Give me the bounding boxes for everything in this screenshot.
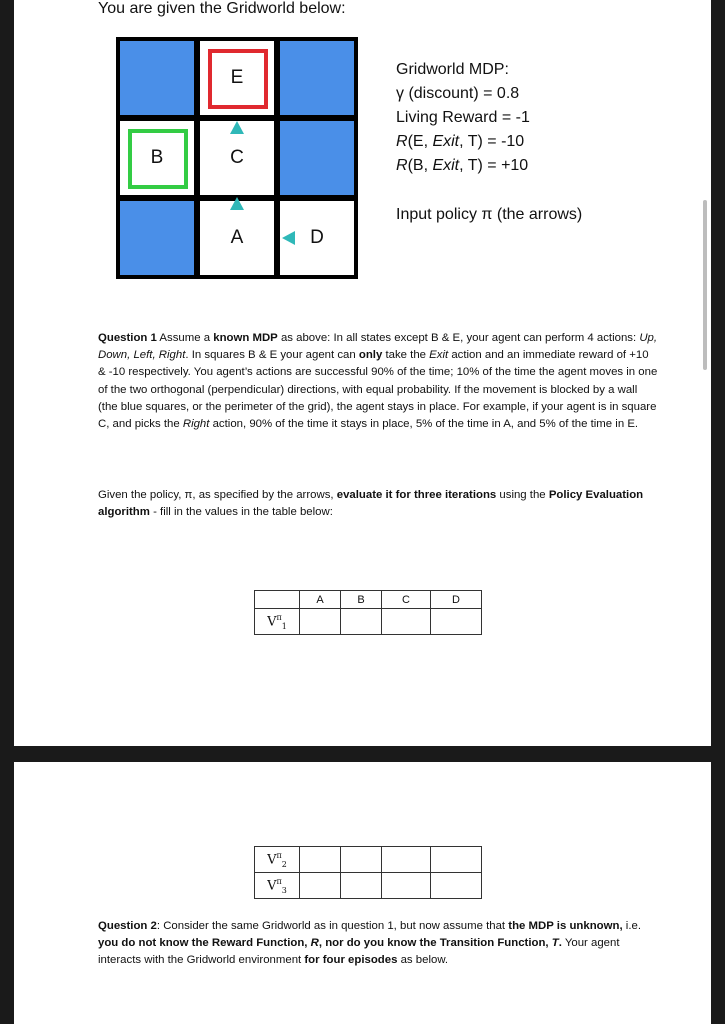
question-2: Question 2: Consider the same Gridworld as in question 1, but now assume that the MDP is unknown, i.e. you do not know the Reward Function, R, nor do you know the Transition Function, T. Your agent interacts with the Gridworld environment for four episodes as below. xyxy=(98,920,641,967)
arrow-up-icon xyxy=(230,121,244,134)
cell-label-d: D xyxy=(310,227,324,248)
cell-a xyxy=(200,201,274,275)
value-cell[interactable] xyxy=(431,873,482,899)
mdp-spec xyxy=(396,58,530,178)
value-cell[interactable] xyxy=(300,609,341,635)
mdp-discount: γ (discount) = 0.8 xyxy=(396,85,520,102)
value-cell[interactable] xyxy=(341,609,382,635)
value-cell[interactable] xyxy=(382,873,431,899)
document-page-2 xyxy=(14,762,711,1024)
value-cell[interactable] xyxy=(300,847,341,873)
policy-evaluation-instructions: Given the policy, π, as specified by the arrows, evaluate it for three iterations using the Policy Evaluation algorithm - fill in the values in the table below: xyxy=(98,489,644,519)
row-label-v1: $V^\pi_1$ xyxy=(255,609,300,635)
table-header-a: A xyxy=(300,591,341,609)
cell-e xyxy=(200,41,274,115)
wall-cell xyxy=(120,201,194,275)
cell-label-e: E xyxy=(230,67,244,88)
row-label-v2: $V^\pi_2$ xyxy=(255,847,300,873)
row-label-v3: $V^\pi_3$ xyxy=(255,873,300,899)
value-cell[interactable] xyxy=(300,873,341,899)
value-cell[interactable] xyxy=(341,847,382,873)
table-corner xyxy=(255,591,300,609)
document-page-1 xyxy=(14,0,711,746)
scrollbar[interactable] xyxy=(703,200,707,370)
mdp-title: Gridworld MDP: xyxy=(396,61,509,78)
gridworld xyxy=(116,37,358,279)
value-cell[interactable] xyxy=(382,609,431,635)
mdp-reward-e: R(E, Exit, T) = -10 xyxy=(396,133,525,150)
cell-label-b: B xyxy=(150,147,164,168)
cell-b xyxy=(120,121,194,195)
table-header-b: B xyxy=(341,591,382,609)
mdp-living-reward: Living Reward = -1 xyxy=(396,109,530,126)
table-header-d: D xyxy=(431,591,482,609)
cell-label-a: A xyxy=(230,227,244,248)
mdp-reward-b: R(B, Exit, T) = +10 xyxy=(396,157,529,174)
policy-note: Input policy π (the arrows) xyxy=(396,206,583,223)
value-cell[interactable] xyxy=(341,873,382,899)
value-cell[interactable] xyxy=(431,847,482,873)
value-table xyxy=(254,590,482,635)
arrow-left-icon xyxy=(282,231,295,245)
table-header-c: C xyxy=(382,591,431,609)
arrow-up-icon xyxy=(230,197,244,210)
wall-cell xyxy=(280,121,354,195)
cell-label-c: C xyxy=(230,147,244,168)
wall-cell xyxy=(120,41,194,115)
value-cell[interactable] xyxy=(382,847,431,873)
wall-cell xyxy=(280,41,354,115)
question-1: Question 1 Assume a known MDP as above: In all states except B & E, your agent can perform 4 actions: Up, Down, Left, Right. In squares B & E your agent can only take the Exit action and an immediate reward of +10 & -10 respectively. You agent’s actions are successful 90% of the time; 10% of the time the agent moves in one of the two orthogonal (perpendicular) directions, with equal probability. If the movement is blocked by a wall (the blue squares, or the perimeter of the grid), the agent stays in place. For example, if your agent is in square C, and picks the Right action, 90% of the time it stays in place, 5% of the time in A, and 5% of the time in E. xyxy=(98,332,658,431)
intro-text: You are given the Gridworld below: xyxy=(98,0,346,17)
value-table-continued xyxy=(254,846,482,899)
value-cell[interactable] xyxy=(431,609,482,635)
